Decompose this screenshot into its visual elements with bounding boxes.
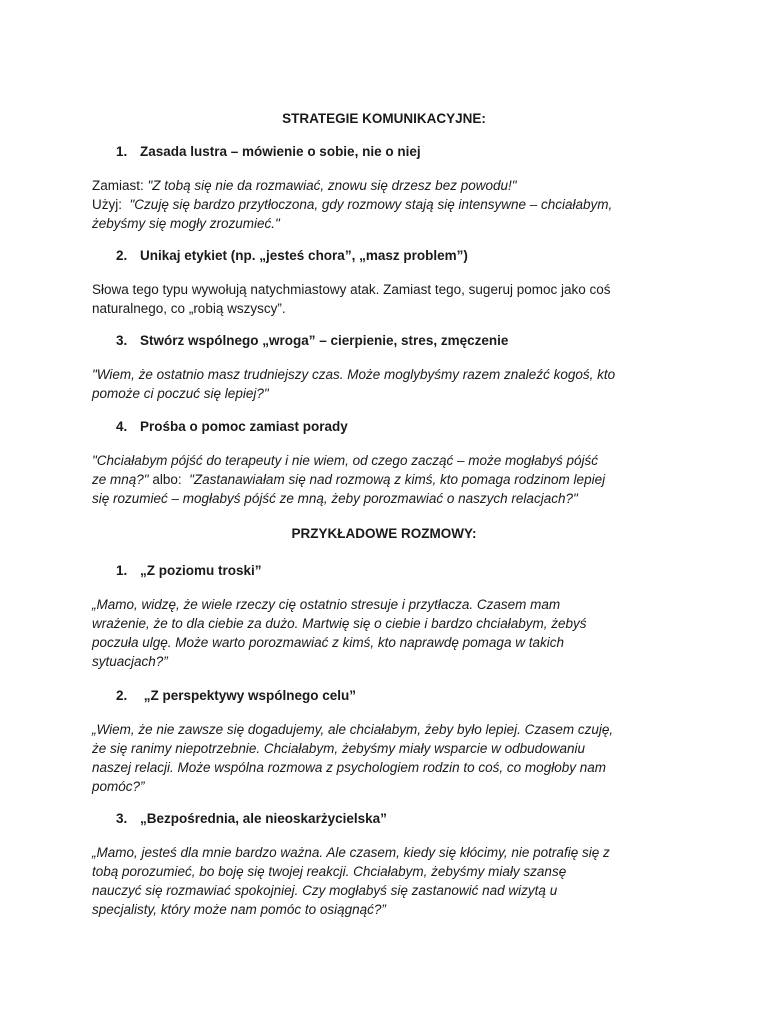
paragraph-line: się rozumieć – mogłabyś pójść ze mną, żeby porozmawiać o naszych relacjach?"	[92, 491, 578, 506]
list-number: 1.	[116, 563, 128, 578]
paragraph-line: żebyśmy się mogły zrozumieć."	[92, 216, 280, 231]
paragraph-line: naszej relacji. Może wspólna rozmowa z psychologiem rodzin to coś, co mogłoby nam	[92, 760, 606, 775]
paragraph-line: „Mamo, widzę, że wiele rzeczy cię ostatnio stresuje i przytłacza. Czasem mam	[92, 597, 561, 612]
paragraph-line: poczuła ulgę. Może warto porozmawiać z kimś, kto naprawdę pomaga w takich	[92, 635, 564, 650]
strategy-3-title	[116, 332, 508, 350]
paragraph-line: "Wiem, że ostatnio masz trudniejszy czas. Może moglybyśmy razem znaleźć kogoś, kto	[92, 367, 616, 382]
section-heading-strategies: STRATEGIE KOMUNIKACYJNE:	[282, 111, 486, 126]
quote-text: "Z tobą się nie da rozmawiać, znowu się drzesz bez powodu!"	[147, 178, 517, 193]
example-3-title	[116, 810, 387, 828]
list-title: „Z perspektywy wspólnego celu”	[140, 688, 357, 703]
quote-text: "Czuję się bardzo przytłoczona, gdy rozmowy stają się intensywne – chciałabym,	[129, 197, 613, 212]
example-1-title	[116, 562, 262, 580]
list-title: Prośba o pomoc zamiast porady	[140, 419, 348, 434]
list-number: 3.	[116, 333, 128, 348]
label-text: albo:	[148, 472, 190, 487]
list-number: 1.	[116, 144, 128, 159]
paragraph-line: Słowa tego typu wywołują natychmiastowy atak. Zamiast tego, sugeruj pomoc jako coś	[92, 282, 611, 297]
paragraph-line	[92, 470, 652, 489]
paragraph-line: tobą porozumieć, bo boję się twojej reakcji. Chciałabym, żebyśmy miały szansę	[92, 864, 567, 879]
list-title: Stwórz wspólnego „wroga” – cierpienie, stres, zmęczenie	[140, 333, 509, 348]
paragraph-line: naturalnego, co „robią wszyscy”.	[92, 301, 286, 316]
paragraph-line: sytuacjach?”	[92, 654, 168, 669]
paragraph-line: pomóc?”	[92, 779, 145, 794]
example-2-title	[116, 687, 356, 705]
list-number: 3.	[116, 811, 128, 826]
section-heading-examples: PRZYKŁADOWE ROZMOWY:	[291, 526, 477, 541]
paragraph-line	[92, 176, 652, 195]
paragraph-line: że się ranimy niepotrzebnie. Chciałabym, żebyśmy miały wsparcie w odbudowaniu	[92, 741, 585, 756]
strategy-1-title	[116, 143, 421, 161]
quote-text: "Zastanawiałam się nad rozmową z kimś, kto pomaga rodzinom lepiej	[189, 472, 606, 487]
label-text: Użyj:	[92, 197, 130, 212]
example-3-body	[92, 843, 652, 919]
strategy-4-body	[92, 451, 652, 508]
list-title: Zasada lustra – mówienie o sobie, nie o niej	[140, 144, 421, 159]
strategy-1-body	[92, 176, 652, 233]
list-title: „Z poziomu troski”	[140, 563, 262, 578]
label-text: Zamiast:	[92, 178, 148, 193]
paragraph-line: „Mamo, jesteś dla mnie bardzo ważna. Ale czasem, kiedy się kłócimy, nie potrafię się z	[92, 845, 610, 860]
document-page	[92, 0, 676, 1024]
quote-text: ze mną?"	[92, 472, 149, 487]
paragraph-line: pomoże ci poczuć się lepiej?"	[92, 386, 269, 401]
strategy-4-title	[116, 418, 348, 436]
example-2-body	[92, 720, 652, 796]
paragraph-line: „Wiem, że nie zawsze się dogadujemy, ale chciałabym, żeby było lepiej. Czasem czuję,	[92, 722, 614, 737]
list-title: Unikaj etykiet (np. „jesteś chora”, „masz problem”)	[140, 248, 468, 263]
list-number: 2.	[116, 688, 128, 703]
strategy-3-body	[92, 365, 652, 403]
list-number: 2.	[116, 248, 128, 263]
paragraph-line	[92, 195, 652, 214]
strategy-2-body	[92, 280, 652, 318]
paragraph-line: nauczyć się rozmawiać spokojniej. Czy mogłabyś się zastanowić nad wizytą u	[92, 883, 558, 898]
list-number: 4.	[116, 419, 128, 434]
paragraph-line: specjalisty, który może nam pomóc to osiągnąć?”	[92, 902, 386, 917]
list-title: „Bezpośrednia, ale nieoskarżycielska”	[140, 811, 387, 826]
strategy-2-title	[116, 247, 468, 265]
paragraph-line: wrażenie, że to dla ciebie za dużo. Martwię się o ciebie i bardzo chciałabym, żebyś	[92, 616, 587, 631]
example-1-body	[92, 595, 652, 671]
paragraph-line: "Chciałabym pójść do terapeuty i nie wiem, od czego zacząć – może mogłabyś pójść	[92, 453, 599, 468]
